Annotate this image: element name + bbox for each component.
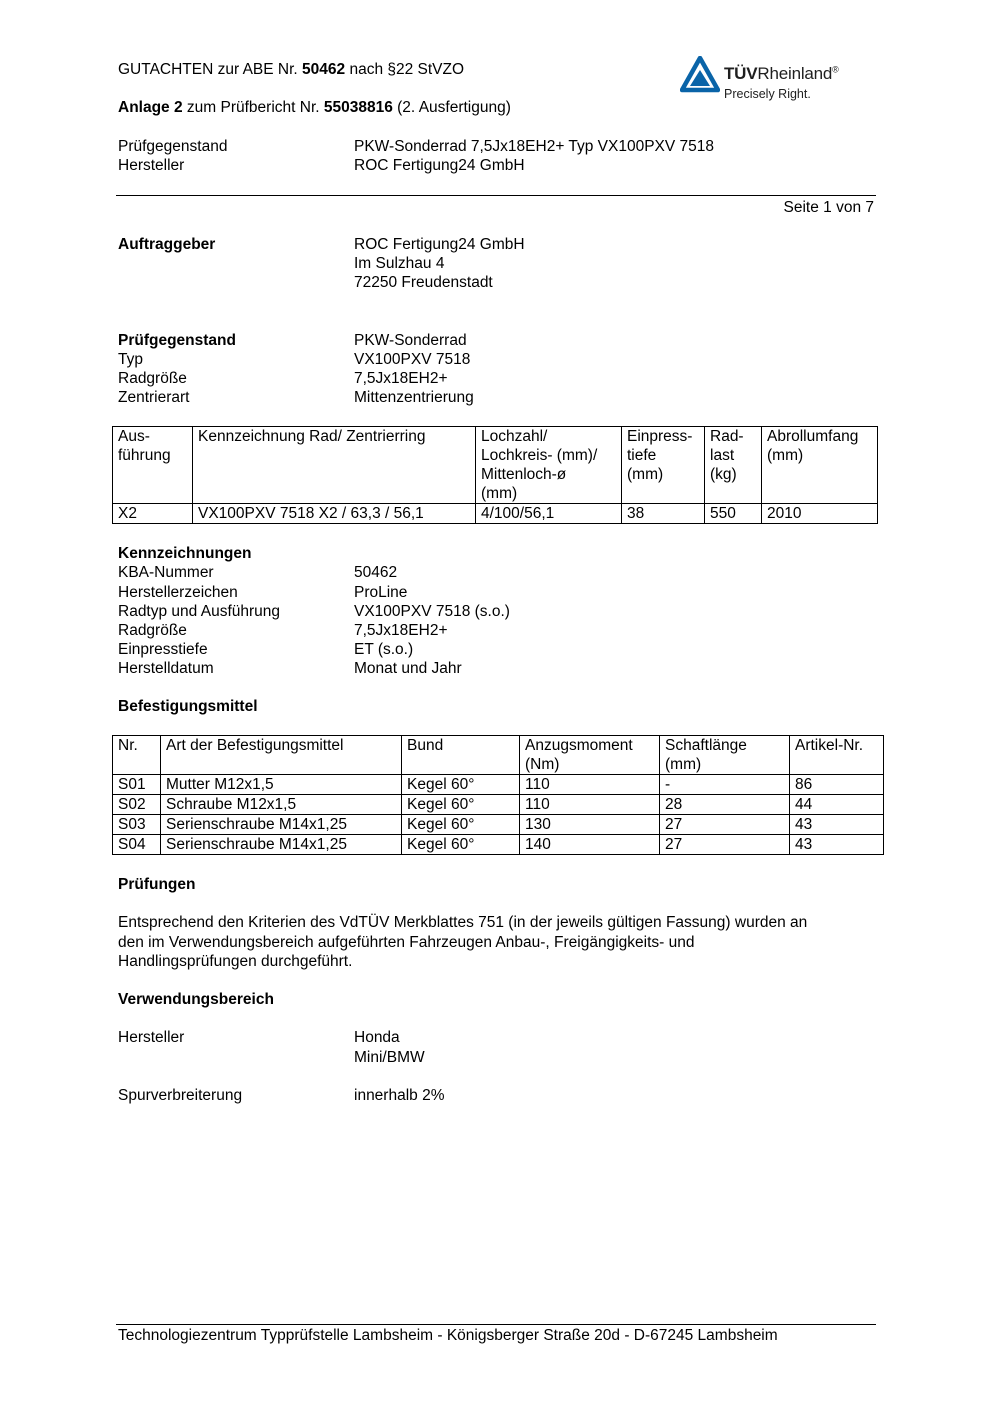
table-row (113, 504, 878, 524)
header-text: Nr. (118, 737, 138, 754)
auftraggeber-label: Auftraggeber (118, 236, 216, 253)
header-text: Art der Befestigungsmittel (166, 737, 344, 754)
title-suffix: nach §22 StVZO (345, 61, 465, 78)
header-divider (116, 195, 876, 196)
header-text: tiefe (627, 447, 657, 464)
pruefungen-text-line: Handlingsprüfungen durchgeführt. (118, 953, 353, 970)
verwendung-hersteller-value: Honda (354, 1029, 400, 1046)
table-cell: 43 (790, 835, 884, 855)
header-cell (705, 427, 762, 504)
zentrierart-value: Mittenzentrierung (354, 389, 474, 406)
table-cell: Kegel 60° (402, 835, 520, 855)
table-cell: 130 (520, 815, 660, 835)
header-text: (mm) (767, 447, 804, 464)
table-cell: Mutter M12x1,5 (161, 775, 402, 795)
table-cell: 110 (520, 795, 660, 815)
header-text: Kennzeichnung Rad/ Zentrierring (198, 428, 426, 445)
header-text: Lochzahl/ (481, 428, 548, 445)
footer-divider (116, 1324, 876, 1325)
tuv-triangle-icon (680, 56, 720, 94)
table-cell: 2010 (762, 504, 878, 524)
auftraggeber-line: 72250 Freudenstadt (354, 274, 493, 291)
logo-tagline: Precisely Right. (724, 87, 811, 101)
header-text: Artikel-Nr. (795, 737, 864, 754)
header-cell (113, 427, 193, 504)
table-cell: Serienschraube M14x1,25 (161, 815, 402, 835)
header-text: (mm) (627, 466, 664, 483)
table-row (113, 835, 884, 855)
table-row (113, 815, 884, 835)
pruefungen-text-line: Entsprechend den Kriterien des VdTÜV Merkblattes 751 (in der jeweils gültigen Fassung) wurden an (118, 914, 808, 931)
footer-address: Technologiezentrum Typprüfstelle Lambsheim - Königsberger Straße 20d - D-67245 Lambsheim (118, 1327, 778, 1344)
table-cell: S02 (113, 795, 161, 815)
table-cell: Kegel 60° (402, 775, 520, 795)
table-cell: S04 (113, 835, 161, 855)
typ-value: VX100PXV 7518 (354, 351, 471, 368)
table-cell: 38 (622, 504, 705, 524)
radgroesse-label: Radgröße (118, 370, 187, 387)
radgroesse-value: 7,5Jx18EH2+ (354, 370, 448, 387)
table-row (113, 795, 884, 815)
header-text: Anzugsmoment (525, 737, 633, 754)
table-cell: 27 (660, 815, 790, 835)
kz-value: Monat und Jahr (354, 660, 462, 677)
header-cell (161, 736, 402, 775)
header-text: (mm) (665, 756, 702, 773)
header-cell (113, 736, 161, 775)
spurverbreiterung-label: Spurverbreiterung (118, 1087, 243, 1104)
table-cell: 86 (790, 775, 884, 795)
header-text: führung (118, 447, 171, 464)
spurverbreiterung-value: innerhalb 2% (354, 1087, 445, 1104)
table-cell: 27 (660, 835, 790, 855)
page-number: Seite 1 von 7 (783, 199, 874, 216)
table-cell: 110 (520, 775, 660, 795)
table-cell: 140 (520, 835, 660, 855)
kz-label: Herstellerzeichen (118, 584, 238, 601)
verwendung-title: Verwendungsbereich (118, 991, 274, 1008)
header-text: Bund (407, 737, 444, 754)
header-text: (Nm) (525, 756, 560, 773)
table-cell: Kegel 60° (402, 815, 520, 835)
document-title (118, 60, 464, 79)
header-cell (520, 736, 660, 775)
table-cell: X2 (113, 504, 193, 524)
pruefungen-text-line: den im Verwendungsbereich aufgeführten Fahrzeugen Anbau-, Freigängigkeits- und (118, 934, 695, 951)
pg-value: PKW-Sonderrad (354, 332, 467, 349)
header-cell (790, 736, 884, 775)
kz-label: Einpresstiefe (118, 641, 208, 658)
befestigung-title: Befestigungsmittel (118, 698, 258, 715)
header-cell (622, 427, 705, 504)
kz-value: 7,5Jx18EH2+ (354, 622, 448, 639)
header-pg-label: Prüfgegenstand (118, 138, 228, 155)
table-cell: Schraube M12x1,5 (161, 795, 402, 815)
zentrierart-label: Zentrierart (118, 389, 190, 406)
abe-number: 50462 (302, 61, 346, 78)
header-text: Einpress- (627, 428, 693, 445)
header-cell (193, 427, 476, 504)
table-header-row (113, 427, 878, 504)
header-hersteller-value: ROC Fertigung24 GmbH (354, 157, 525, 174)
kz-label: Herstelldatum (118, 660, 214, 677)
kz-value: ET (s.o.) (354, 641, 414, 658)
kz-label: KBA-Nummer (118, 564, 214, 581)
wheel-table (112, 426, 878, 524)
table-cell: VX100PXV 7518 X2 / 63,3 / 56,1 (193, 504, 476, 524)
logo-brand-bold: TÜV (724, 64, 758, 83)
header-text: Abrollumfang (767, 428, 859, 445)
anlage-mid: zum Prüfbericht Nr. (182, 99, 324, 116)
table-cell: 28 (660, 795, 790, 815)
table-row (113, 775, 884, 795)
header-text: Schaftlänge (665, 737, 747, 754)
kennzeichnungen-title: Kennzeichnungen (118, 545, 252, 562)
befestigung-table (112, 735, 884, 855)
pruefungen-title: Prüfungen (118, 876, 196, 893)
table-cell: 44 (790, 795, 884, 815)
header-text: Mittenloch-ø (481, 466, 567, 483)
kz-label: Radgröße (118, 622, 187, 639)
kz-value: ProLine (354, 584, 408, 601)
header-cell (762, 427, 878, 504)
table-cell: S03 (113, 815, 161, 835)
kz-value: VX100PXV 7518 (s.o.) (354, 603, 510, 620)
header-text: (mm) (481, 485, 518, 502)
pg-label: Prüfgegenstand (118, 332, 236, 349)
header-hersteller-label: Hersteller (118, 157, 185, 174)
header-text: (kg) (710, 466, 737, 483)
logo-registered-mark: ® (832, 64, 839, 75)
header-text: last (710, 447, 735, 464)
table-cell: S01 (113, 775, 161, 795)
table-cell: Kegel 60° (402, 795, 520, 815)
kz-label: Radtyp und Ausführung (118, 603, 281, 620)
report-number: 55038816 (323, 99, 393, 116)
anlage-suffix: (2. Ausfertigung) (392, 99, 511, 116)
header-text: Lochkreis- (mm)/ (481, 447, 598, 464)
logo-brand (724, 64, 839, 84)
typ-label: Typ (118, 351, 143, 368)
table-header-row (113, 736, 884, 775)
logo-brand-rest: Rheinland (757, 64, 833, 83)
kz-value: 50462 (354, 564, 398, 581)
title-prefix: GUTACHTEN zur ABE Nr. (118, 61, 303, 78)
header-cell (402, 736, 520, 775)
table-cell: 550 (705, 504, 762, 524)
tuv-rheinland-logo (680, 56, 870, 104)
header-text: Aus- (118, 428, 150, 445)
verwendung-hersteller-label: Hersteller (118, 1029, 185, 1046)
anlage-label: Anlage 2 (118, 99, 183, 116)
table-cell: Serienschraube M14x1,25 (161, 835, 402, 855)
verwendung-hersteller-value: Mini/BMW (354, 1049, 425, 1066)
header-cell (476, 427, 622, 504)
auftraggeber-line: ROC Fertigung24 GmbH (354, 236, 525, 253)
table-cell: 4/100/56,1 (476, 504, 622, 524)
table-cell: - (660, 775, 790, 795)
header-text: Rad- (710, 428, 744, 445)
header-pg-value: PKW-Sonderrad 7,5Jx18EH2+ Typ VX100PXV 7518 (354, 138, 715, 155)
anlage-line (118, 98, 511, 117)
table-cell: 43 (790, 815, 884, 835)
header-cell (660, 736, 790, 775)
auftraggeber-line: Im Sulzhau 4 (354, 255, 445, 272)
